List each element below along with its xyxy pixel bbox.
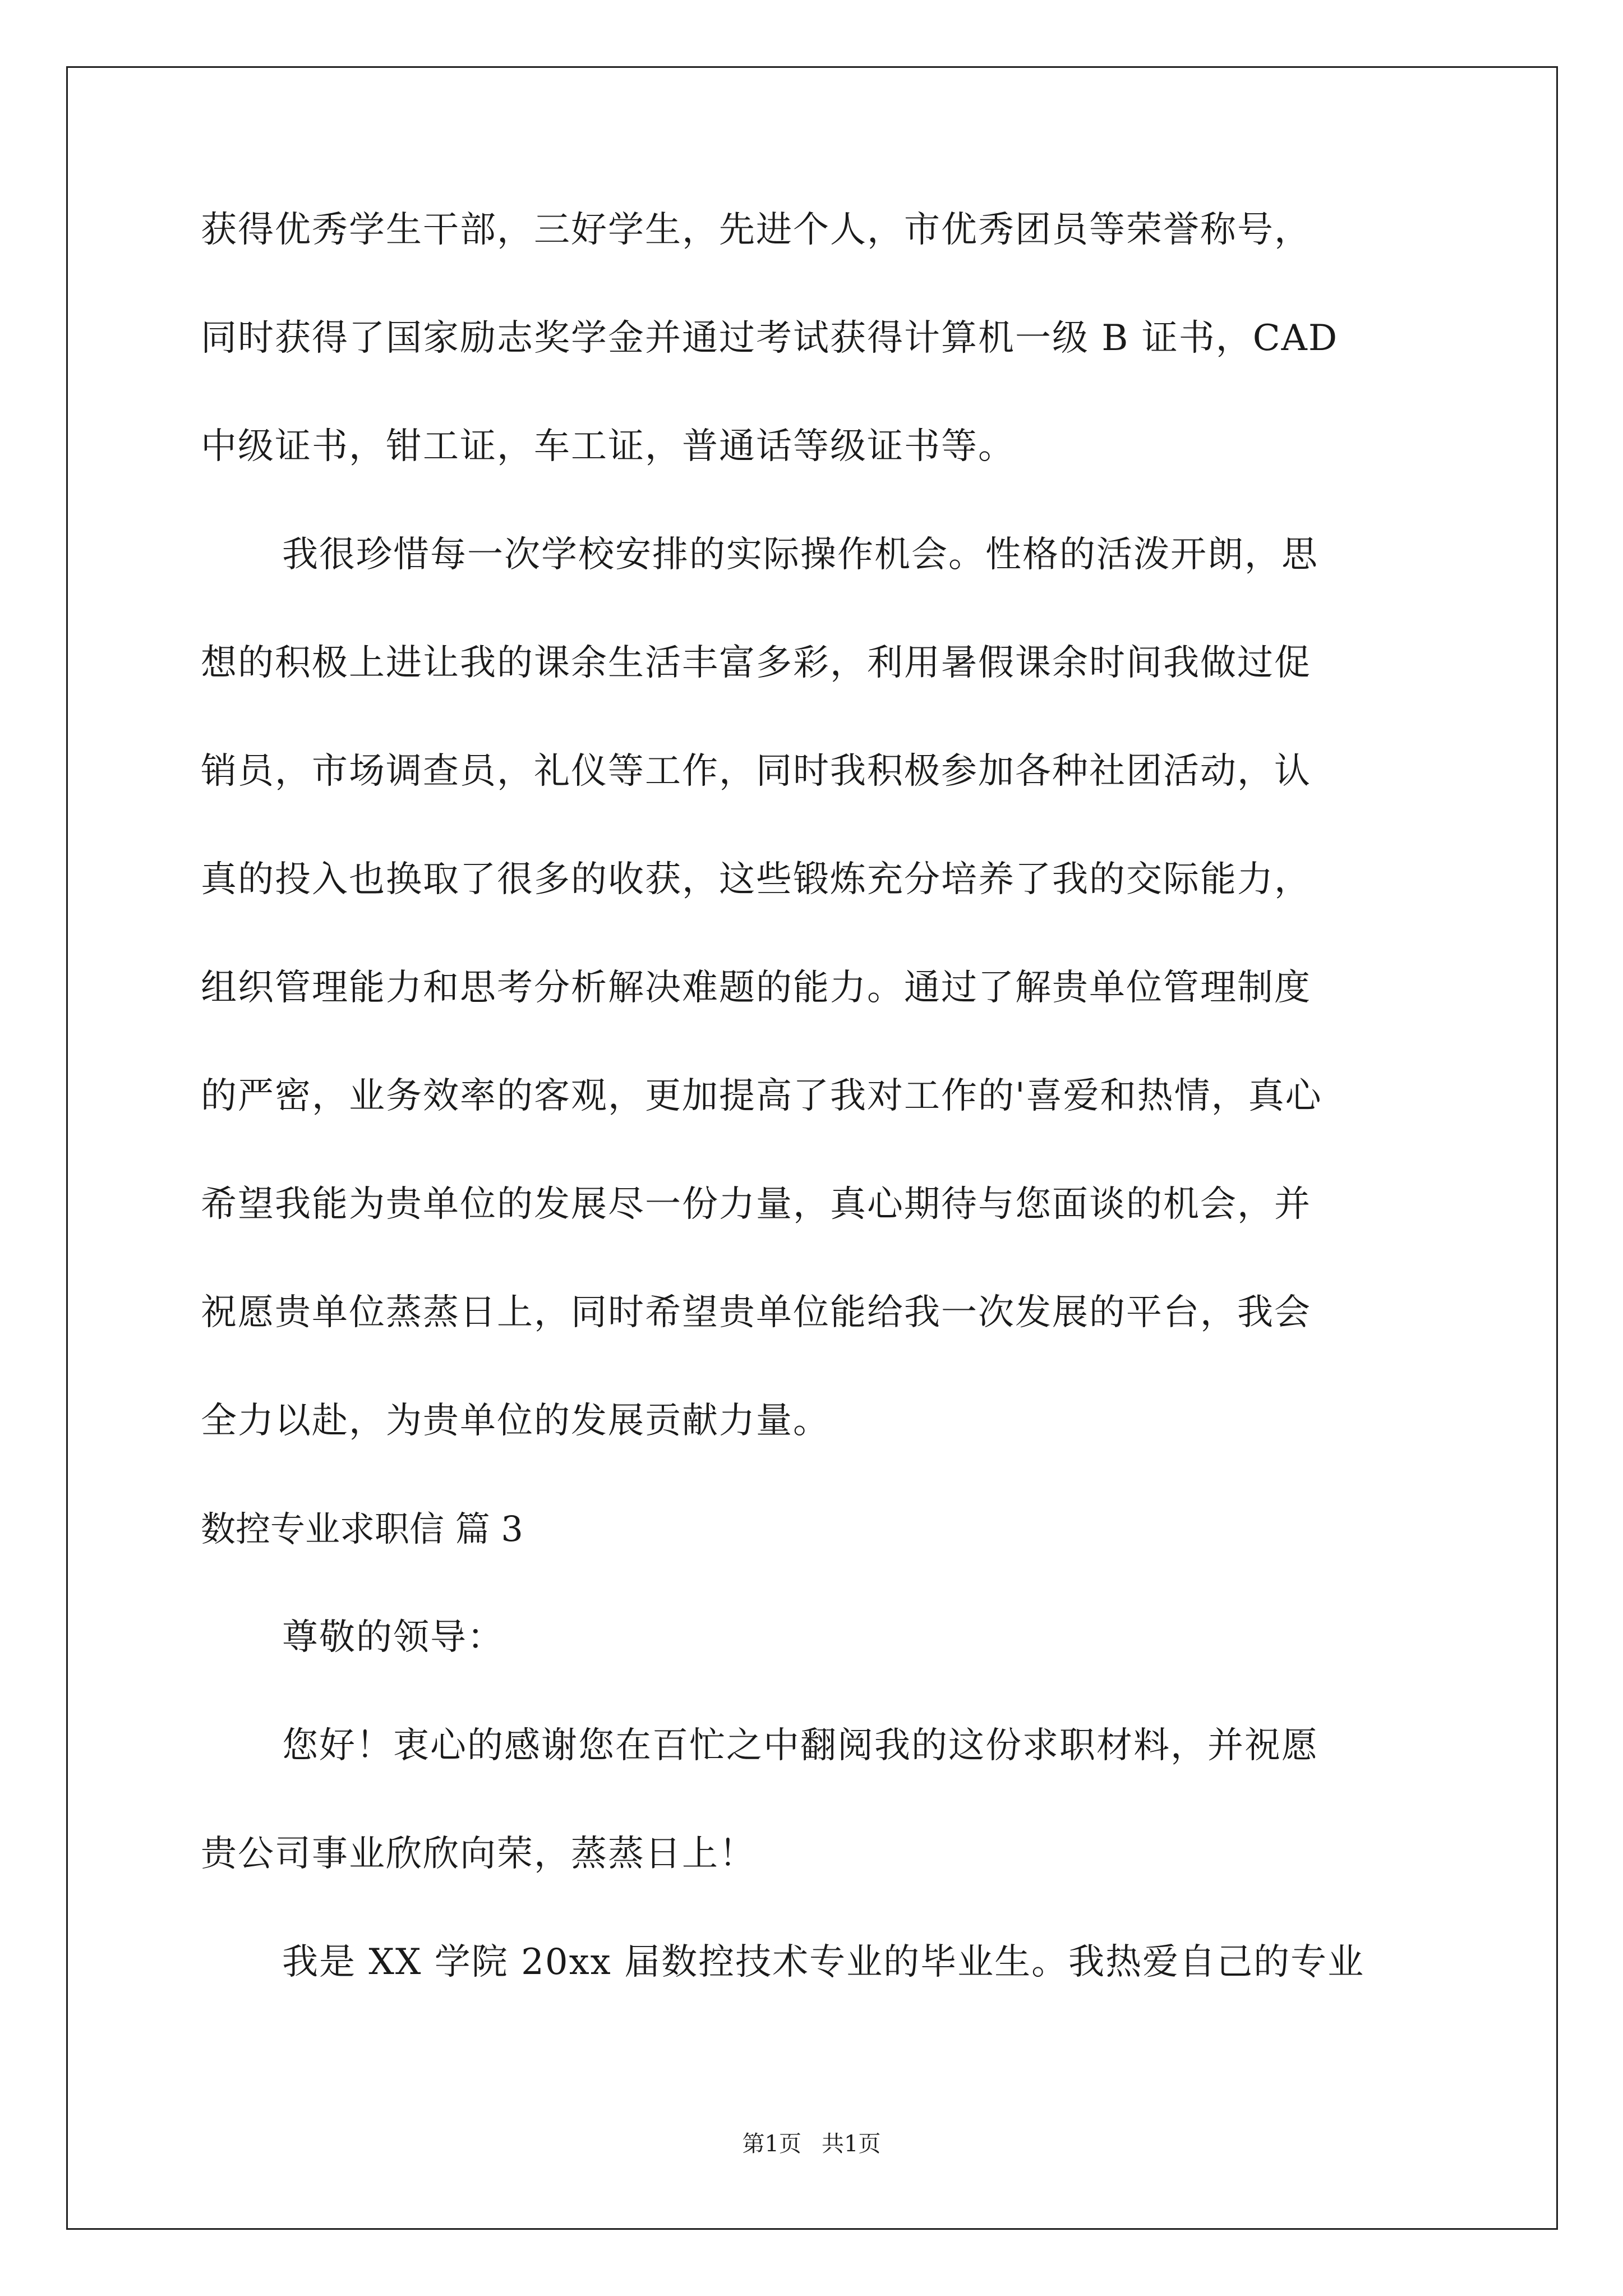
- page-total: 共1页: [822, 2131, 881, 2157]
- text-line: 真的投入也换取了很多的收获，这些锻炼充分培养了我的交际能力，: [201, 859, 1311, 900]
- text-line: 同时获得了国家励志奖学金并通过考试获得计算机一级 B 证书，CAD: [201, 318, 1339, 359]
- paragraph-start-line: 我是 XX 学院 20xx 届数控技术专业的毕业生。我热爱自己的专业: [282, 1941, 1365, 1983]
- paragraph-start-line: 我很珍惜每一次学校安排的实际操作机会。性格的活泼开朗，思: [282, 534, 1318, 576]
- paragraph-start-line: 您好！衷心的感谢您在百忙之中翻阅我的这份求职材料，并祝愿: [282, 1725, 1318, 1766]
- page-number: 第1页: [742, 2131, 801, 2157]
- text-line: 获得优秀学生干部，三好学生，先进个人，市优秀团员等荣誉称号，: [201, 209, 1311, 251]
- text-line: 组织管理能力和思考分析解决难题的能力。通过了解贵单位管理制度: [201, 967, 1311, 1009]
- section-heading: 数控专业求职信 篇 3: [201, 1508, 523, 1549]
- text-line: 想的积极上进让我的课余生活丰富多彩，利用暑假课余时间我做过促: [201, 642, 1311, 684]
- text-line: 的严密，业务效率的客观，更加提高了我对工作的'喜爱和热情，真心: [201, 1075, 1322, 1117]
- salutation-line: 尊敬的领导：: [282, 1617, 504, 1658]
- text-line: 贵公司事业欣欣向荣，蒸蒸日上！: [201, 1833, 756, 1875]
- page-footer: [0, 2126, 1623, 2158]
- text-line: 中级证书，钳工证，车工证，普通话等级证书等。: [201, 426, 1015, 467]
- text-line: 销员，市场调查员，礼仪等工作，同时我积极参加各种社团活动，认: [201, 751, 1311, 792]
- text-line: 希望我能为贵单位的发展尽一份力量，真心期待与您面谈的机会，并: [201, 1184, 1311, 1225]
- text-line: 全力以赴，为贵单位的发展贡献力量。: [201, 1400, 830, 1442]
- text-line: 祝愿贵单位蒸蒸日上，同时希望贵单位能给我一次发展的平台，我会: [201, 1292, 1311, 1333]
- document-body: [201, 208, 1446, 2048]
